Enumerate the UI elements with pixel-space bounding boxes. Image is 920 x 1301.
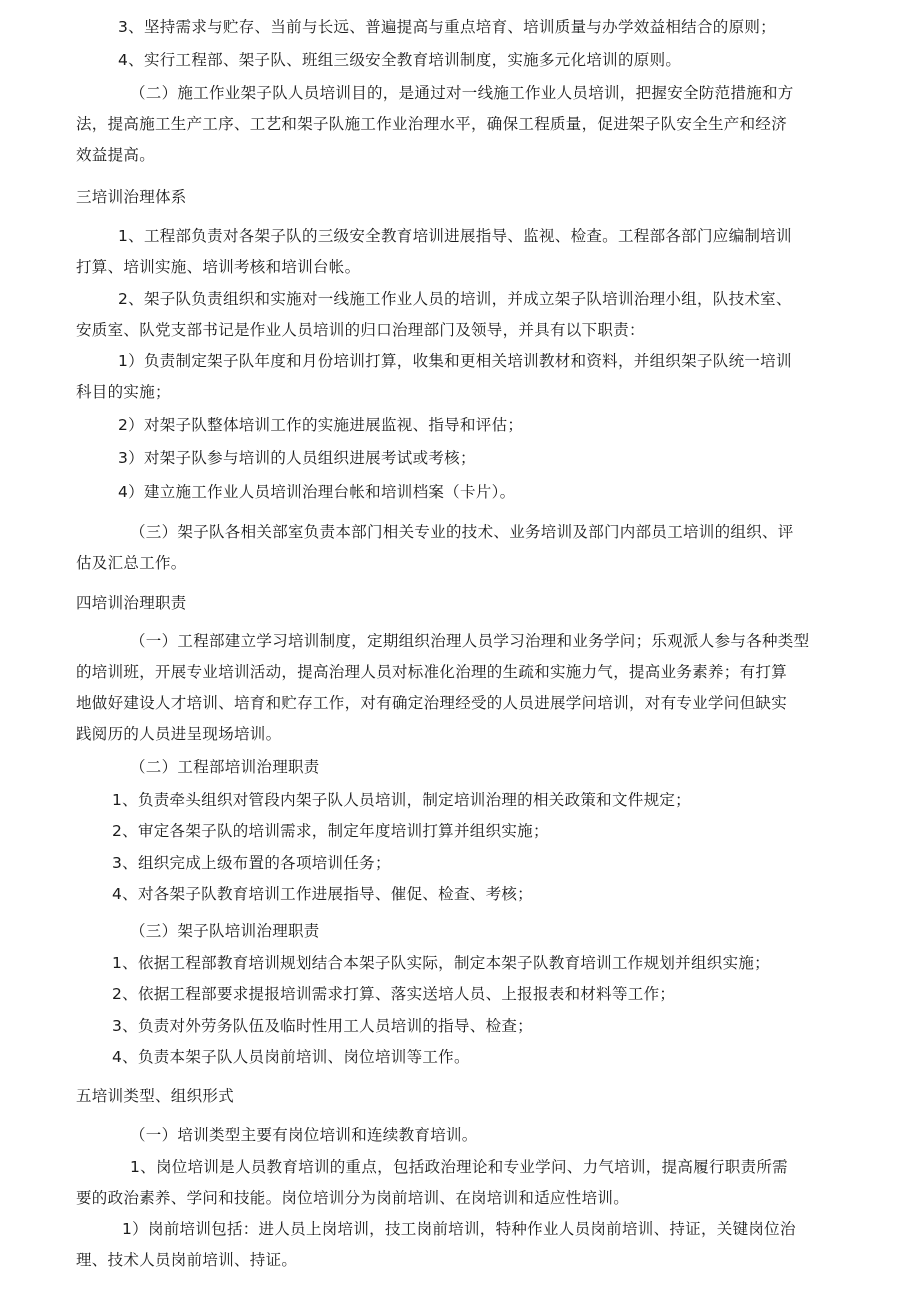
- text-line: 法，提高施工生产工序、工艺和架子队施工作业治理水平，确保工程质量，促进架子队安全生产和经济: [76, 115, 788, 133]
- section-heading: 五培训类型、组织形式: [76, 1087, 235, 1105]
- text-line: 4、对各架子队教育培训工作进展指导、催促、检查、考核；: [112, 885, 533, 903]
- text-line: 理、技术人员岗前培训、持证。: [76, 1251, 298, 1269]
- text-line: （三）架子队培训治理职责: [130, 922, 320, 940]
- text-line: 2、依据工程部要求提报培训需求打算、落实送培人员、上报报表和材料等工作；: [112, 985, 676, 1003]
- text-line: 3、负责对外劳务队伍及临时性用工人员培训的指导、检查；: [112, 1017, 533, 1035]
- text-line: 效益提高。: [76, 146, 156, 164]
- text-line: 2）对架子队整体培训工作的实施进展监视、指导和评估；: [118, 416, 524, 434]
- text-line: 3、组织完成上级布置的各项培训任务；: [112, 854, 391, 872]
- text-line: 1、负责牵头组织对管段内架子队人员培训，制定培训治理的相关政策和文件规定；: [112, 791, 691, 809]
- section-heading: 四培训治理职责: [76, 594, 187, 612]
- text-line: 打算、培训实施、培训考核和培训台帐。: [76, 258, 361, 276]
- text-line: 3）对架子队参与培训的人员组织进展考试或考核；: [118, 449, 476, 467]
- text-line: 4）建立施工作业人员培训治理台帐和培训档案（卡片）。: [118, 483, 516, 501]
- text-line: （一）工程部建立学习培训制度，定期组织治理人员学习治理和业务学问；乐观派人参与各种类型: [130, 632, 810, 650]
- text-line: 1、工程部负责对各架子队的三级安全教育培训进展指导、监视、检查。工程部各部门应编制培训: [118, 227, 792, 245]
- text-line: 4、实行工程部、架子队、班组三级安全教育培训制度，实施多元化培训的原则。: [118, 51, 682, 69]
- section-heading: 三培训治理体系: [76, 188, 187, 206]
- text-line: 3、坚持需求与贮存、当前与长远、普遍提高与重点培育、培训质量与办学效益相结合的原则；: [118, 18, 776, 36]
- text-line: 践阅历的人员进呈现场培训。: [76, 725, 282, 743]
- text-line: （三）架子队各相关部室负责本部门相关专业的技术、业务培训及部门内部员工培训的组织、评: [130, 523, 794, 541]
- text-line: 2、架子队负责组织和实施对一线施工作业人员的培训，并成立架子队培训治理小组，队技术室、: [118, 290, 792, 308]
- text-line: 2、审定各架子队的培训需求，制定年度培训打算并组织实施；: [112, 822, 549, 840]
- text-line: 1）岗前培训包括：进人员上岗培训，技工岗前培训，特种作业人员岗前培训、持证，关键岗位治: [122, 1220, 796, 1238]
- text-line: 1）负责制定架子队年度和月份培训打算，收集和更相关培训教材和资料，并组织架子队统一培训: [118, 352, 792, 370]
- text-line: 1、依据工程部教育培训规划结合本架子队实际，制定本架子队教育培训工作规划并组织实施；: [112, 954, 770, 972]
- text-line: 地做好建设人才培训、培育和贮存工作，对有确定治理经受的人员进展学问培训，对有专业学问但缺实: [76, 694, 788, 712]
- text-line: 的培训班，开展专业培训活动，提高治理人员对标准化治理的生疏和实施力气，提高业务素养；有打算: [76, 663, 788, 681]
- text-line: 科目的实施；: [76, 383, 171, 401]
- text-line: 4、负责本架子队人员岗前培训、岗位培训等工作。: [112, 1048, 470, 1066]
- text-line: （二）施工作业架子队人员培训目的，是通过对一线施工作业人员培训，把握安全防范措施和方: [130, 84, 794, 102]
- text-line: 1、岗位培训是人员教育培训的重点，包括政治理论和专业学问、力气培训，提高履行职责所需: [130, 1158, 788, 1176]
- text-line: （一）培训类型主要有岗位培训和连续教育培训。: [130, 1126, 478, 1144]
- text-line: （二）工程部培训治理职责: [130, 758, 320, 776]
- text-line: 安质室、队党支部书记是作业人员培训的归口治理部门及领导，并具有以下职责：: [76, 321, 645, 339]
- text-line: 估及汇总工作。: [76, 554, 187, 572]
- text-line: 要的政治素养、学问和技能。岗位培训分为岗前培训、在岗培训和适应性培训。: [76, 1189, 630, 1207]
